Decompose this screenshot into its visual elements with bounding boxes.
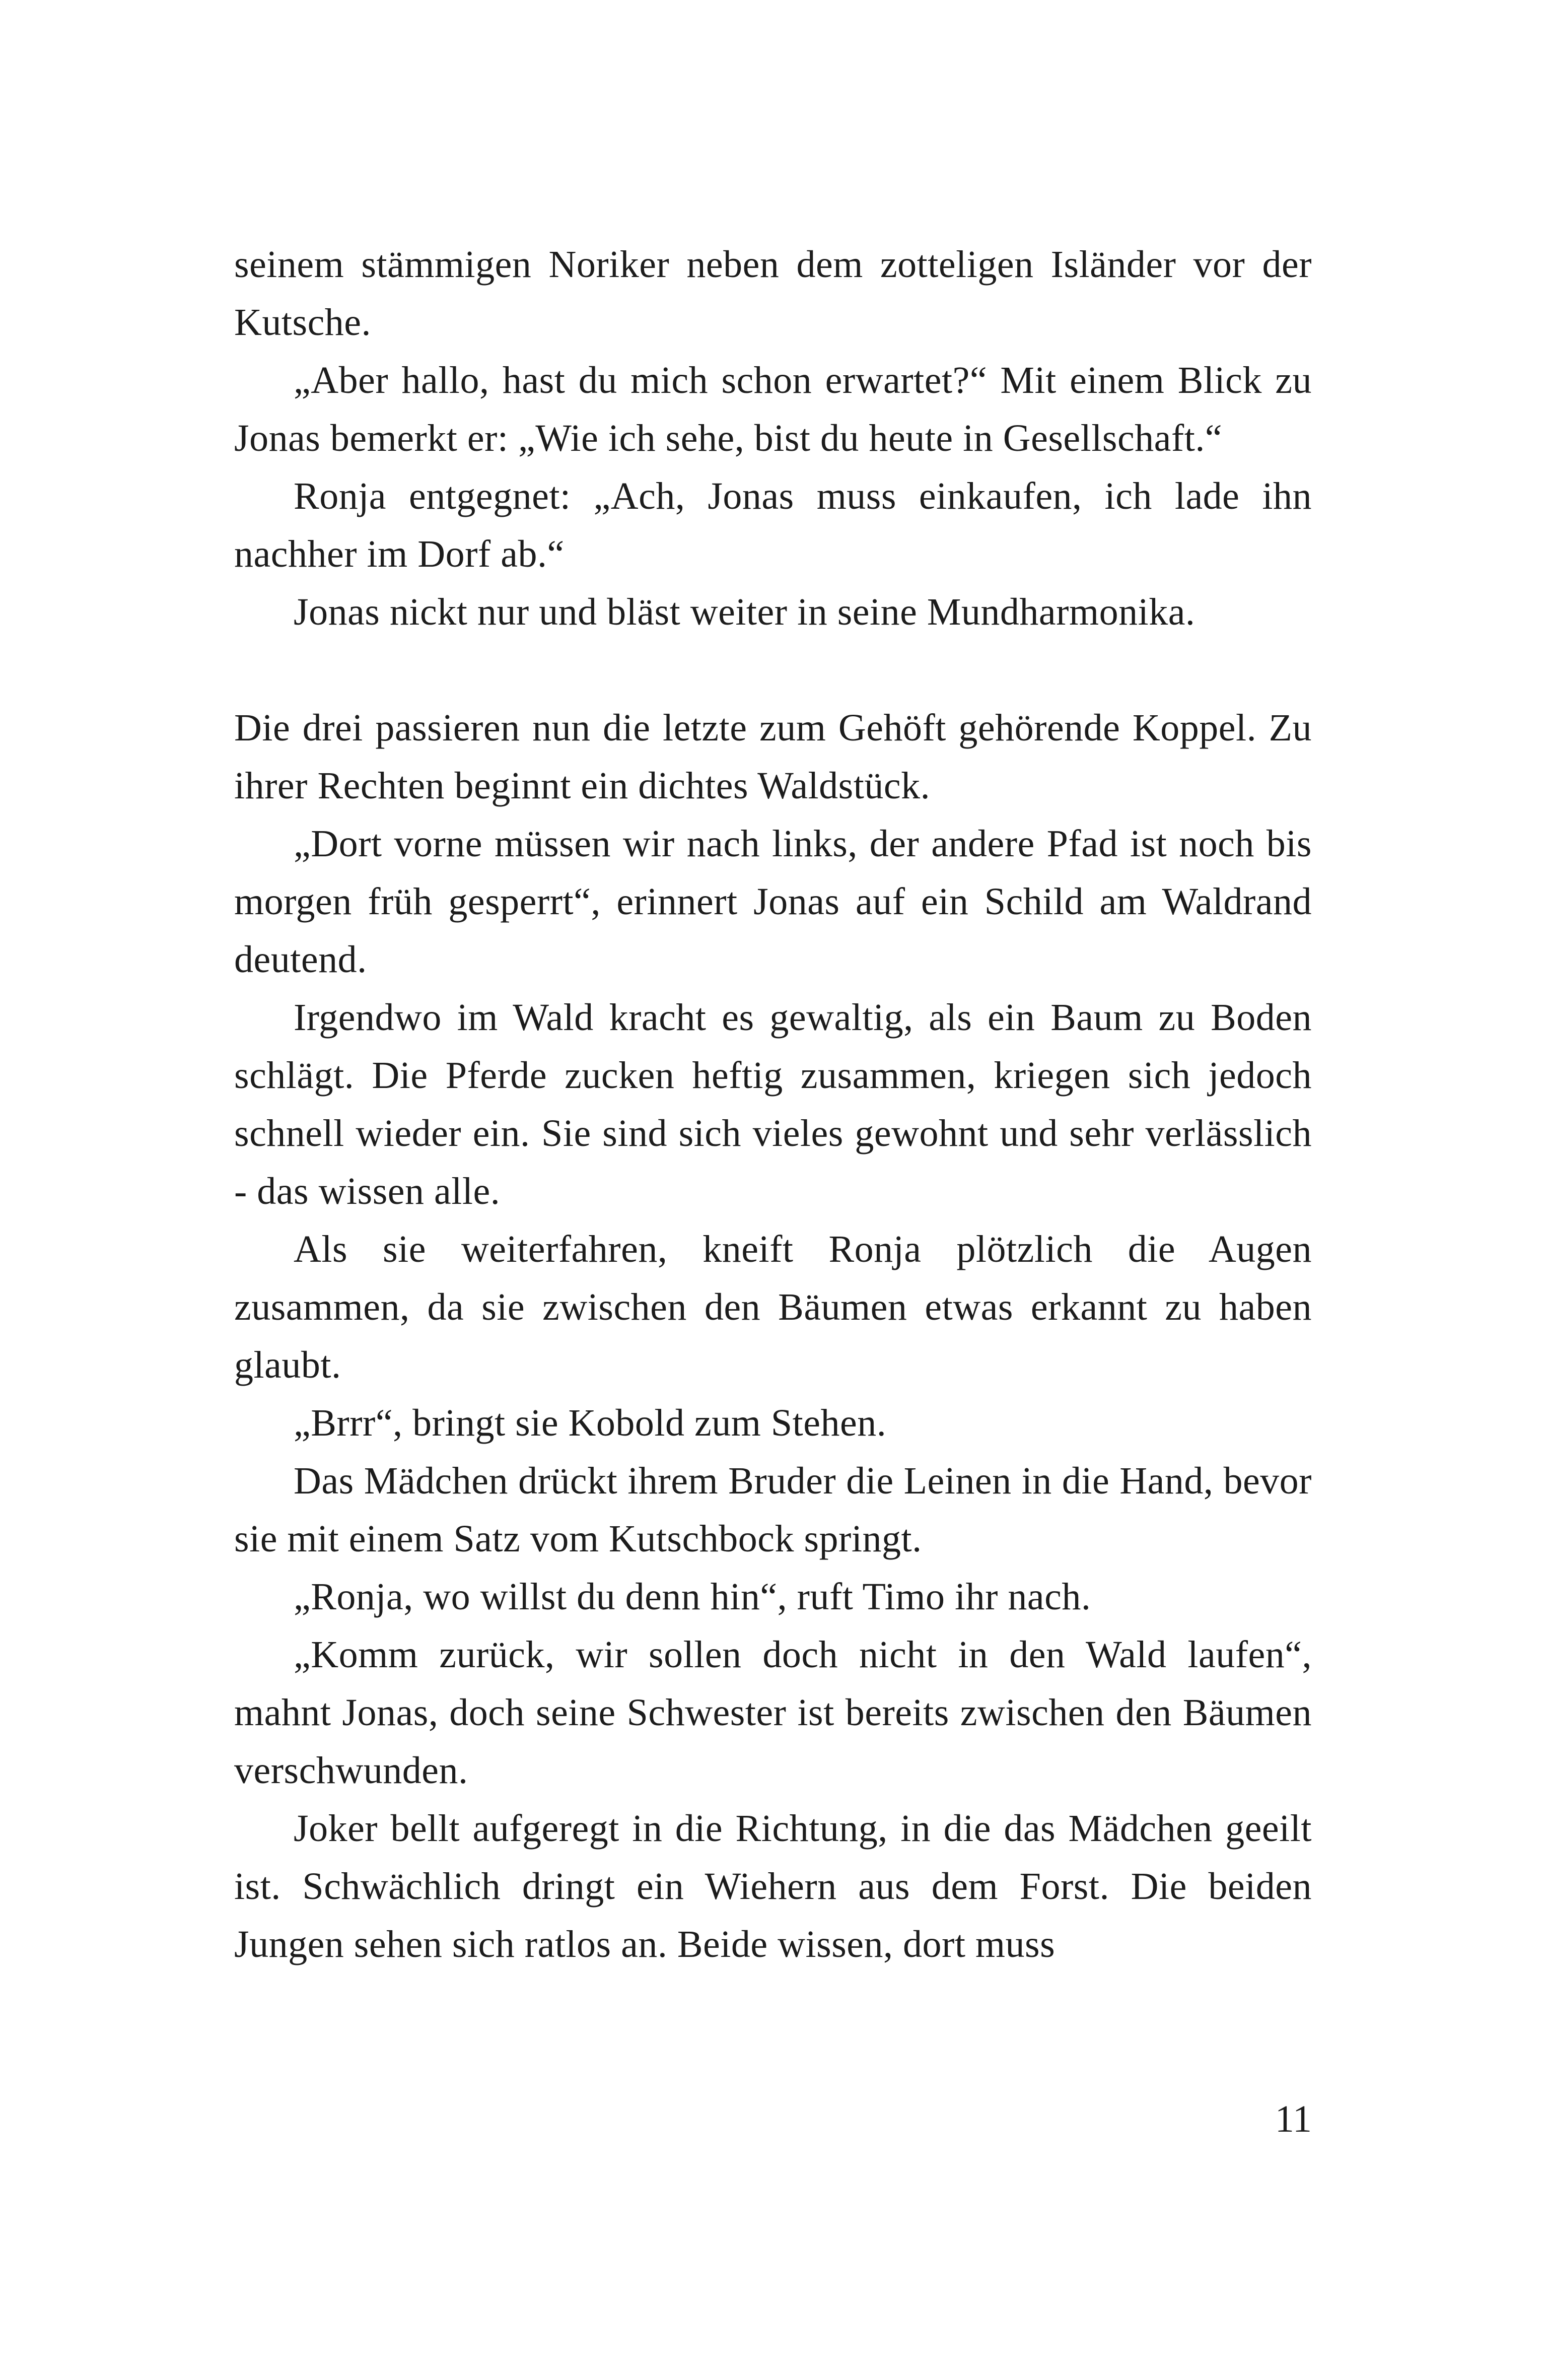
page-number: 11 <box>1275 2098 1312 2140</box>
paragraph: Joker bellt aufgeregt in die Richtung, in die das Mädchen geeilt ist. Schwächlich dringt ein Wiehern aus dem Forst. Die beiden Jungen sehen sich ratlos an. Beide wissen, dort muss <box>234 1807 1312 1965</box>
paragraph: „Dort vorne müssen wir nach links, der andere Pfad ist noch bis morgen früh gesperrt“, erinnert Jonas auf ein Schild am Waldrand deutend. <box>234 823 1312 981</box>
paragraph: Irgendwo im Wald kracht es gewaltig, als ein Baum zu Boden schlägt. Die Pferde zucken heftig zusammen, kriegen sich jedoch schnell wieder ein. Sie sind sich vieles gewohnt und sehr verlässlich - das wissen alle. <box>234 996 1312 1212</box>
paragraph: „Aber hallo, hast du mich schon erwartet?“ Mit einem Blick zu Jonas bemerkt er: „Wie ich sehe, bist du heute in Gesellschaft.“ <box>234 359 1312 459</box>
section-break <box>234 641 1312 699</box>
paragraph: Das Mädchen drückt ihrem Bruder die Leinen in die Hand, bevor sie mit einem Satz vom Kutschbock springt. <box>234 1460 1312 1560</box>
paragraph: „Brrr“, bringt sie Kobold zum Stehen. <box>294 1402 887 1444</box>
paragraph: „Ronja, wo willst du denn hin“, ruft Timo ihr nach. <box>294 1576 1091 1618</box>
paragraph: Jonas nickt nur und bläst weiter in seine Mundharmonika. <box>294 591 1196 633</box>
body-text <box>234 236 1312 1974</box>
paragraph: seinem stämmigen Noriker neben dem zotteligen Isländer vor der Kutsche. <box>234 243 1312 344</box>
paragraph: Als sie weiterfahren, kneift Ronja plötzlich die Augen zusammen, da sie zwischen den Bäumen etwas erkannt zu haben glaubt. <box>234 1228 1312 1386</box>
paragraph: Ronja entgegnet: „Ach, Jonas muss einkaufen, ich lade ihn nachher im Dorf ab.“ <box>234 475 1312 575</box>
paragraph: Die drei passieren nun die letzte zum Gehöft gehörende Koppel. Zu ihrer Rechten beginnt ein dichtes Waldstück. <box>234 707 1312 807</box>
paragraph: „Komm zurück, wir sollen doch nicht in den Wald laufen“, mahnt Jonas, doch seine Schwester ist bereits zwischen den Bäumen verschwunden. <box>234 1634 1312 1792</box>
